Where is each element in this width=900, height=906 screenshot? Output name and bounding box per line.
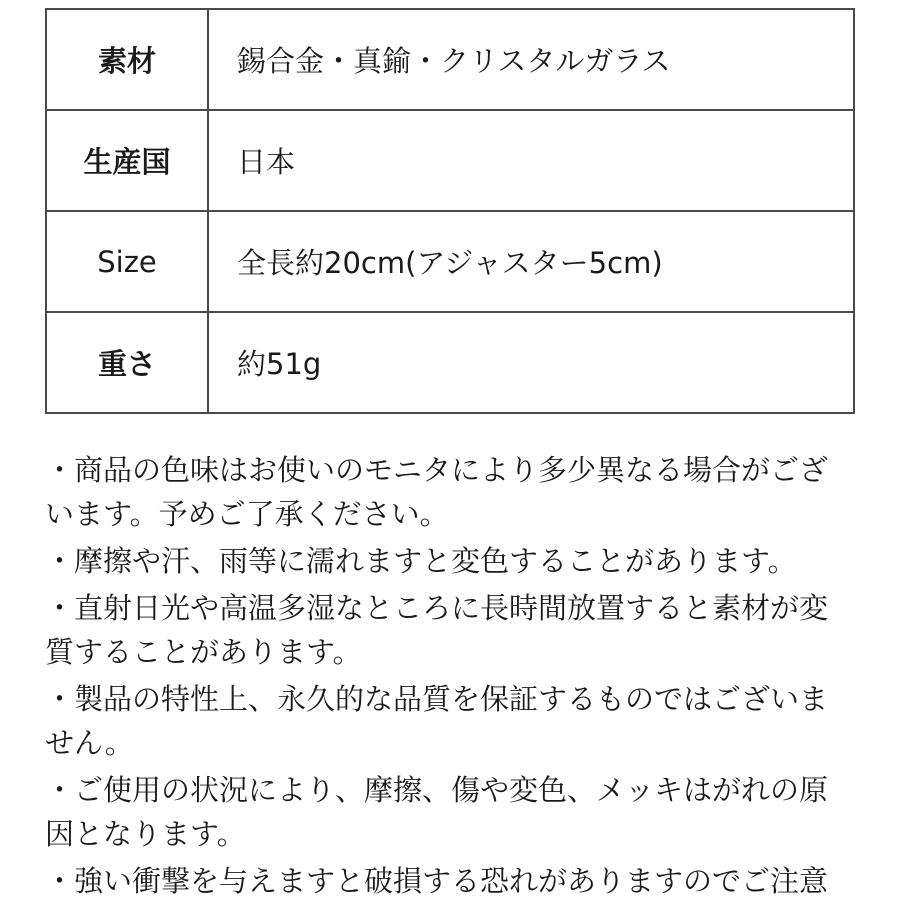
care-note: ・強い衝撃を与えますと破損する恐れがありますのでご注意 [45, 864, 829, 898]
spec-label-weight: 重さ [46, 312, 208, 413]
spec-label-size: Size [46, 211, 208, 312]
spec-value-size: 全長約20cm(アジャスター5cm) [208, 211, 854, 312]
spec-value-origin: 日本 [208, 110, 854, 211]
spec-row-material [46, 9, 854, 110]
care-note: ・製品の特性上、永久的な品質を保証するものではございません。 [45, 682, 829, 760]
spec-label-material: 素材 [46, 9, 208, 110]
care-note: ・摩擦や汗、雨等に濡れますと変色することがあります。 [45, 544, 797, 578]
care-note: ・直射日光や高温多湿なところに長時間放置すると素材が変質することがあります。 [45, 591, 829, 669]
spec-value-material: 錫合金・真鍮・クリスタルガラス [208, 9, 854, 110]
spec-row-size [46, 211, 854, 312]
spec-row-weight [46, 312, 854, 413]
care-notes-list [45, 448, 845, 906]
spec-value-weight: 約51g [208, 312, 854, 413]
care-note: ・商品の色味はお使いのモニタにより多少異なる場合がございます。予めご了承ください。 [45, 453, 829, 531]
spec-label-origin: 生産国 [46, 110, 208, 211]
spec-table [45, 8, 855, 414]
spec-row-origin [46, 110, 854, 211]
care-note: ・ご使用の状況により、摩擦、傷や変色、メッキはがれの原因となります。 [45, 773, 829, 851]
